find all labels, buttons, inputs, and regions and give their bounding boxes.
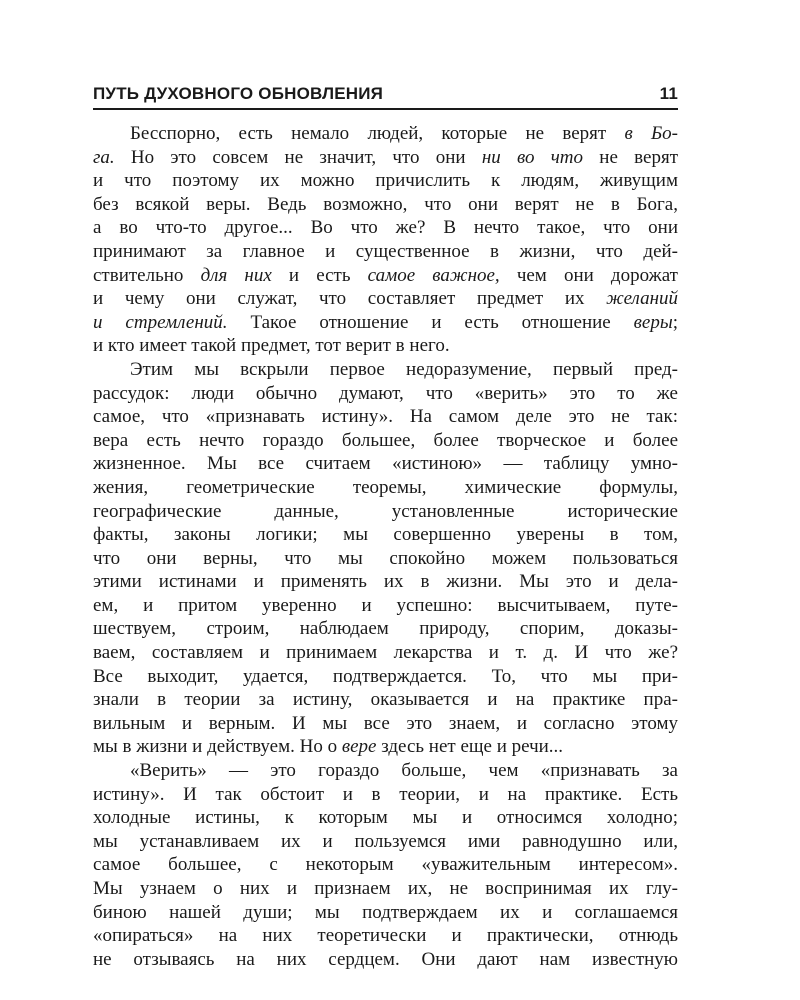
text-line	[93, 665, 678, 689]
text-segment: самое большее, с некоторым «уважительным интересом».	[93, 854, 678, 876]
italic-text: и стремлений.	[93, 311, 228, 333]
italic-text: га.	[93, 146, 115, 168]
text-segment: ствительно	[93, 264, 201, 286]
text-line	[93, 264, 678, 288]
body-text	[93, 122, 678, 971]
text-segment: знали в теории за истину, оказывается и на практике пра-	[93, 689, 678, 711]
italic-text: желаний	[606, 288, 678, 310]
text-line	[93, 735, 678, 759]
text-segment: ;	[672, 311, 678, 333]
text-line	[93, 311, 678, 335]
text-line	[93, 830, 678, 854]
text-line	[93, 853, 678, 877]
chapter-title: ПУТЬ ДУХОВНОГО ОБНОВЛЕНИЯ	[93, 84, 384, 103]
text-segment: здесь нет еще и речи...	[376, 736, 564, 758]
text-segment: истину». И так обстоит и в теории, и на практике. Есть	[93, 783, 678, 805]
italic-text: для них	[200, 264, 272, 286]
text-segment: шествуем, строим, наблюдаем природу, спорим, доказы-	[93, 618, 678, 640]
text-segment: не отзываясь на них сердцем. Они дают нам известную	[93, 948, 678, 970]
text-line	[93, 712, 678, 736]
text-segment: Мы узнаем о них и признаем их, не воспринимая их глу-	[93, 878, 678, 899]
text-segment: Но это совсем не значит, что они	[114, 146, 482, 168]
text-line	[93, 216, 678, 240]
text-segment: «опираться» на них теоретически и практически, отнюдь	[93, 925, 678, 947]
text-line	[93, 476, 678, 500]
text-segment: мы в жизни и действуем. Но о	[93, 736, 342, 758]
text-line	[93, 146, 678, 170]
text-line	[93, 594, 678, 618]
text-segment: рассудок: люди обычно думают, что «верить» это то же	[93, 382, 678, 404]
text-segment: жения, геометрические теоремы, химические формулы,	[93, 476, 678, 498]
text-line	[93, 358, 678, 382]
page-number: 11	[659, 84, 678, 103]
text-line	[93, 759, 678, 783]
text-segment: и чему они служат, что составляет предмет их	[93, 288, 607, 310]
text-segment: мы устанавливаем их и пользуемся ими равнодушно или,	[93, 830, 678, 852]
text-line	[93, 382, 678, 406]
text-segment: и кто имеет такой предмет, тот верит в него.	[93, 335, 450, 357]
text-line	[93, 617, 678, 641]
text-line	[93, 500, 678, 524]
text-line	[93, 122, 678, 146]
text-segment: Этим мы вскрыли первое недоразумение, первый пред-	[130, 358, 678, 380]
text-segment: самое, что «признавать истину». На самом деле это не так:	[93, 406, 678, 428]
text-line	[93, 641, 678, 665]
text-line	[93, 169, 678, 193]
text-line	[93, 523, 678, 547]
text-segment: чем они дорожат	[499, 264, 678, 286]
text-segment: жизненное. Мы все считаем «истиною» — таблицу умно-	[93, 453, 678, 475]
italic-text: вере	[341, 736, 377, 758]
text-segment: ваем, составляем и принимаем лекарства и т. д. И что же?	[93, 642, 678, 664]
text-line	[93, 948, 678, 972]
text-line	[93, 452, 678, 476]
text-line	[93, 334, 678, 358]
text-line	[93, 405, 678, 429]
italic-text: веры	[633, 311, 673, 333]
text-segment: вильным и верным. И мы все это знаем, и согласно этому	[93, 712, 678, 734]
text-segment: «Верить» — это гораздо больше, чем «признавать за	[130, 760, 678, 782]
text-segment: географические данные, установленные исторические	[93, 500, 678, 522]
text-line	[93, 901, 678, 925]
text-segment: ем, и притом уверенно и успешно: высчитываем, путе-	[93, 594, 678, 616]
text-segment: Все выходит, удается, подтверждается. То, что мы при-	[93, 665, 678, 687]
italic-text: самое важное,	[367, 264, 500, 286]
text-line	[93, 287, 678, 311]
text-segment: факты, законы логики; мы совершенно уверены в том,	[93, 524, 678, 546]
text-line	[93, 429, 678, 453]
text-segment: что они верны, что мы спокойно можем пользоваться	[93, 547, 678, 569]
text-segment: холодные истины, к которым мы и относимся холодно;	[93, 807, 678, 829]
text-segment: и что поэтому их можно причислить к людям, живущим	[93, 170, 678, 192]
text-line	[93, 806, 678, 830]
italic-text: в Бо-	[624, 123, 678, 144]
text-line	[93, 688, 678, 712]
text-line	[93, 924, 678, 948]
text-segment: принимают за главное и существенное в жизни, что дей-	[93, 240, 678, 262]
text-segment: а во что-то другое... Во что же? В нечто такое, что они	[93, 217, 678, 239]
text-segment: не верят	[583, 146, 678, 168]
text-segment: и есть	[271, 264, 368, 286]
text-segment: этими истинами и применять их в жизни. Мы это и дела-	[93, 571, 678, 593]
text-segment: без всякой веры. Ведь возможно, что они верят не в Бога,	[93, 193, 678, 215]
text-segment: Такое отношение и есть отношение	[227, 311, 634, 333]
text-line	[93, 877, 678, 901]
text-line	[93, 240, 678, 264]
text-segment: вера есть нечто гораздо большее, более творческое и более	[93, 429, 678, 451]
running-header	[93, 84, 678, 110]
text-line	[93, 193, 678, 217]
text-line	[93, 783, 678, 807]
italic-text: ни во что	[481, 146, 584, 168]
text-segment: биною нашей души; мы подтверждаем их и соглашаемся	[93, 901, 678, 923]
text-line	[93, 570, 678, 594]
text-segment: Бесспорно, есть немало людей, которые не верят	[130, 123, 625, 144]
text-line	[93, 547, 678, 571]
